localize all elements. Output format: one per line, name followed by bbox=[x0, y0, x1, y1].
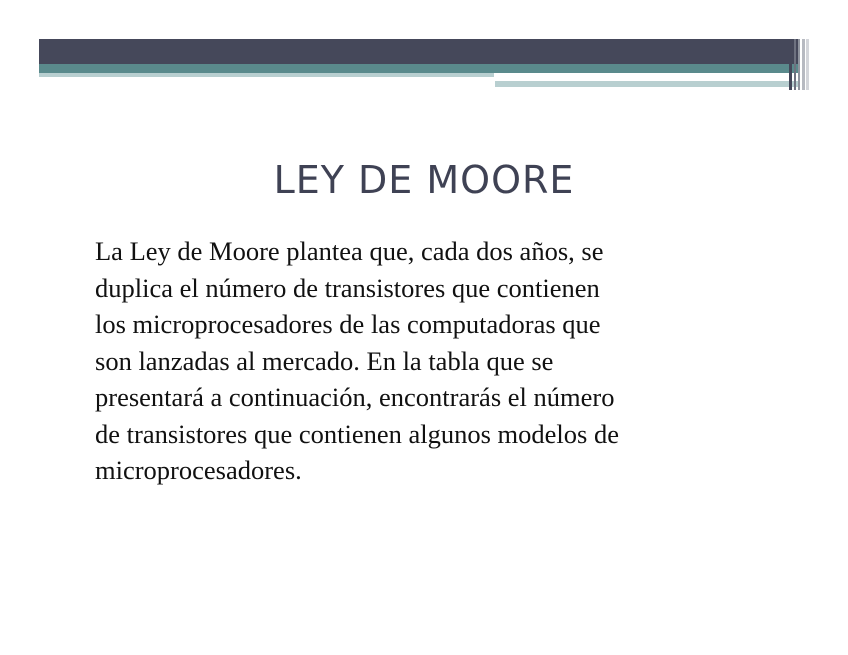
body-line: presentará a continuación, encontrarás el número bbox=[95, 382, 615, 412]
header-band-teal bbox=[39, 64, 799, 73]
header-band-highlight bbox=[660, 79, 752, 81]
slide-title: LEY DE MOORE bbox=[273, 158, 575, 202]
header-band-light bbox=[39, 73, 494, 77]
body-line: microprocesadores. bbox=[95, 455, 302, 485]
body-line: de transistores que contienen algunos modelos de bbox=[95, 418, 619, 449]
header-stripe bbox=[798, 39, 800, 90]
body-line: los microprocesadores de las computadoras que bbox=[95, 309, 601, 339]
body-line: son lanzadas al mercado. En la tabla que se bbox=[95, 345, 554, 376]
header-stripe bbox=[794, 39, 796, 90]
header-band-dark bbox=[39, 39, 799, 64]
body-line: La Ley de Moore plantea que, cada dos años, se bbox=[95, 236, 604, 266]
header-stripe bbox=[789, 39, 792, 90]
header-stripe bbox=[802, 39, 805, 90]
header-stripe bbox=[806, 39, 809, 90]
slide-body-text bbox=[95, 233, 775, 489]
header-band-pale bbox=[495, 81, 799, 87]
body-line: duplica el número de transistores que contienen bbox=[95, 272, 600, 303]
